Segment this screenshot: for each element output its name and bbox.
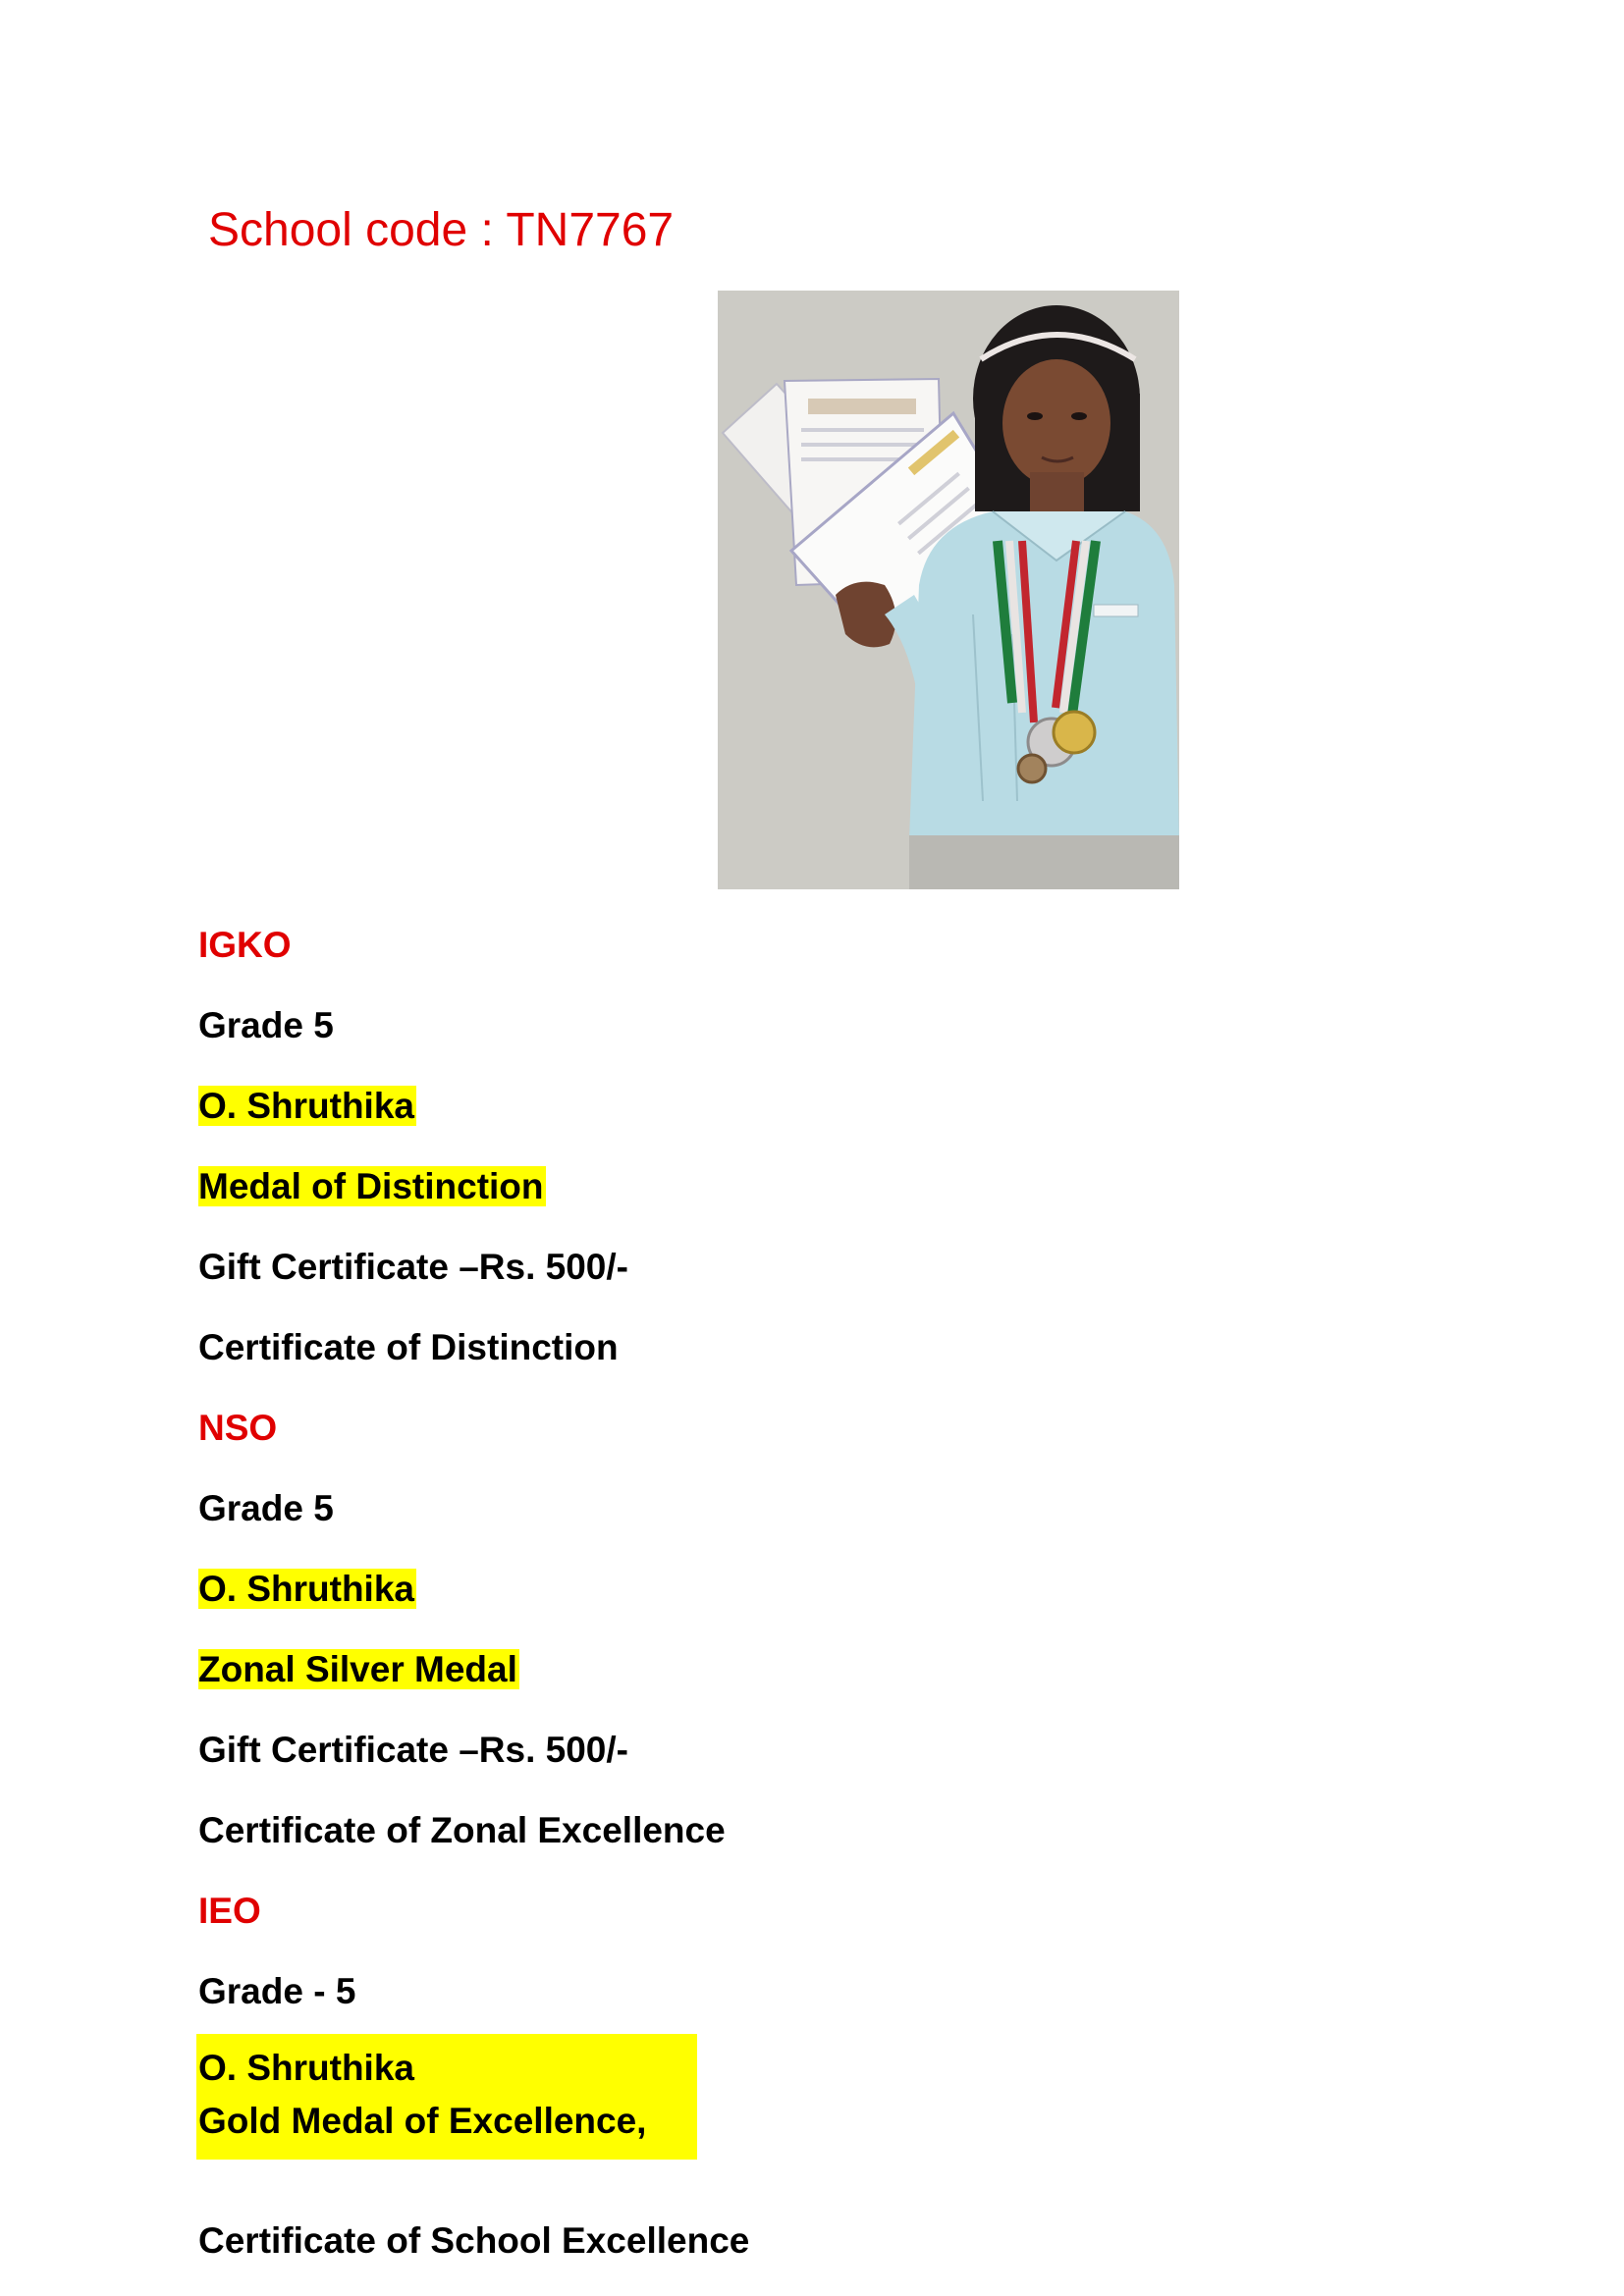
igko-award: Medal of Distinction [198, 1166, 544, 1206]
igko-award-line [198, 1162, 546, 1211]
ieo-certificate: Certificate of School Excellence [198, 2220, 750, 2261]
nso-award-line [198, 1645, 519, 1694]
nso-student-name: O. Shruthika [198, 1569, 414, 1609]
igko-grade: Grade 5 [198, 1005, 334, 1045]
section-title-ieo: IEO [198, 1891, 261, 1931]
school-code: School code : TN7767 [208, 204, 675, 256]
section-title-igko: IGKO [198, 925, 292, 965]
ieo-award: Gold Medal of Excellence, [198, 2101, 647, 2141]
ieo-student-name: O. Shruthika [198, 2048, 414, 2088]
nso-student-line [198, 1565, 416, 1614]
section-title-nso: NSO [198, 1408, 278, 1448]
igko-gift: Gift Certificate –Rs. 500/- [198, 1247, 628, 1287]
student-photo [718, 291, 1179, 889]
ieo-grade: Grade - 5 [198, 1971, 356, 2011]
ieo-highlight-block [196, 2034, 697, 2160]
nso-certificate: Certificate of Zonal Excellence [198, 1810, 726, 1850]
igko-student-name: O. Shruthika [198, 1086, 414, 1126]
nso-grade: Grade 5 [198, 1488, 334, 1528]
igko-certificate: Certificate of Distinction [198, 1327, 619, 1367]
nso-award: Zonal Silver Medal [198, 1649, 517, 1689]
igko-student-line [198, 1082, 416, 1131]
nso-gift: Gift Certificate –Rs. 500/- [198, 1730, 628, 1770]
